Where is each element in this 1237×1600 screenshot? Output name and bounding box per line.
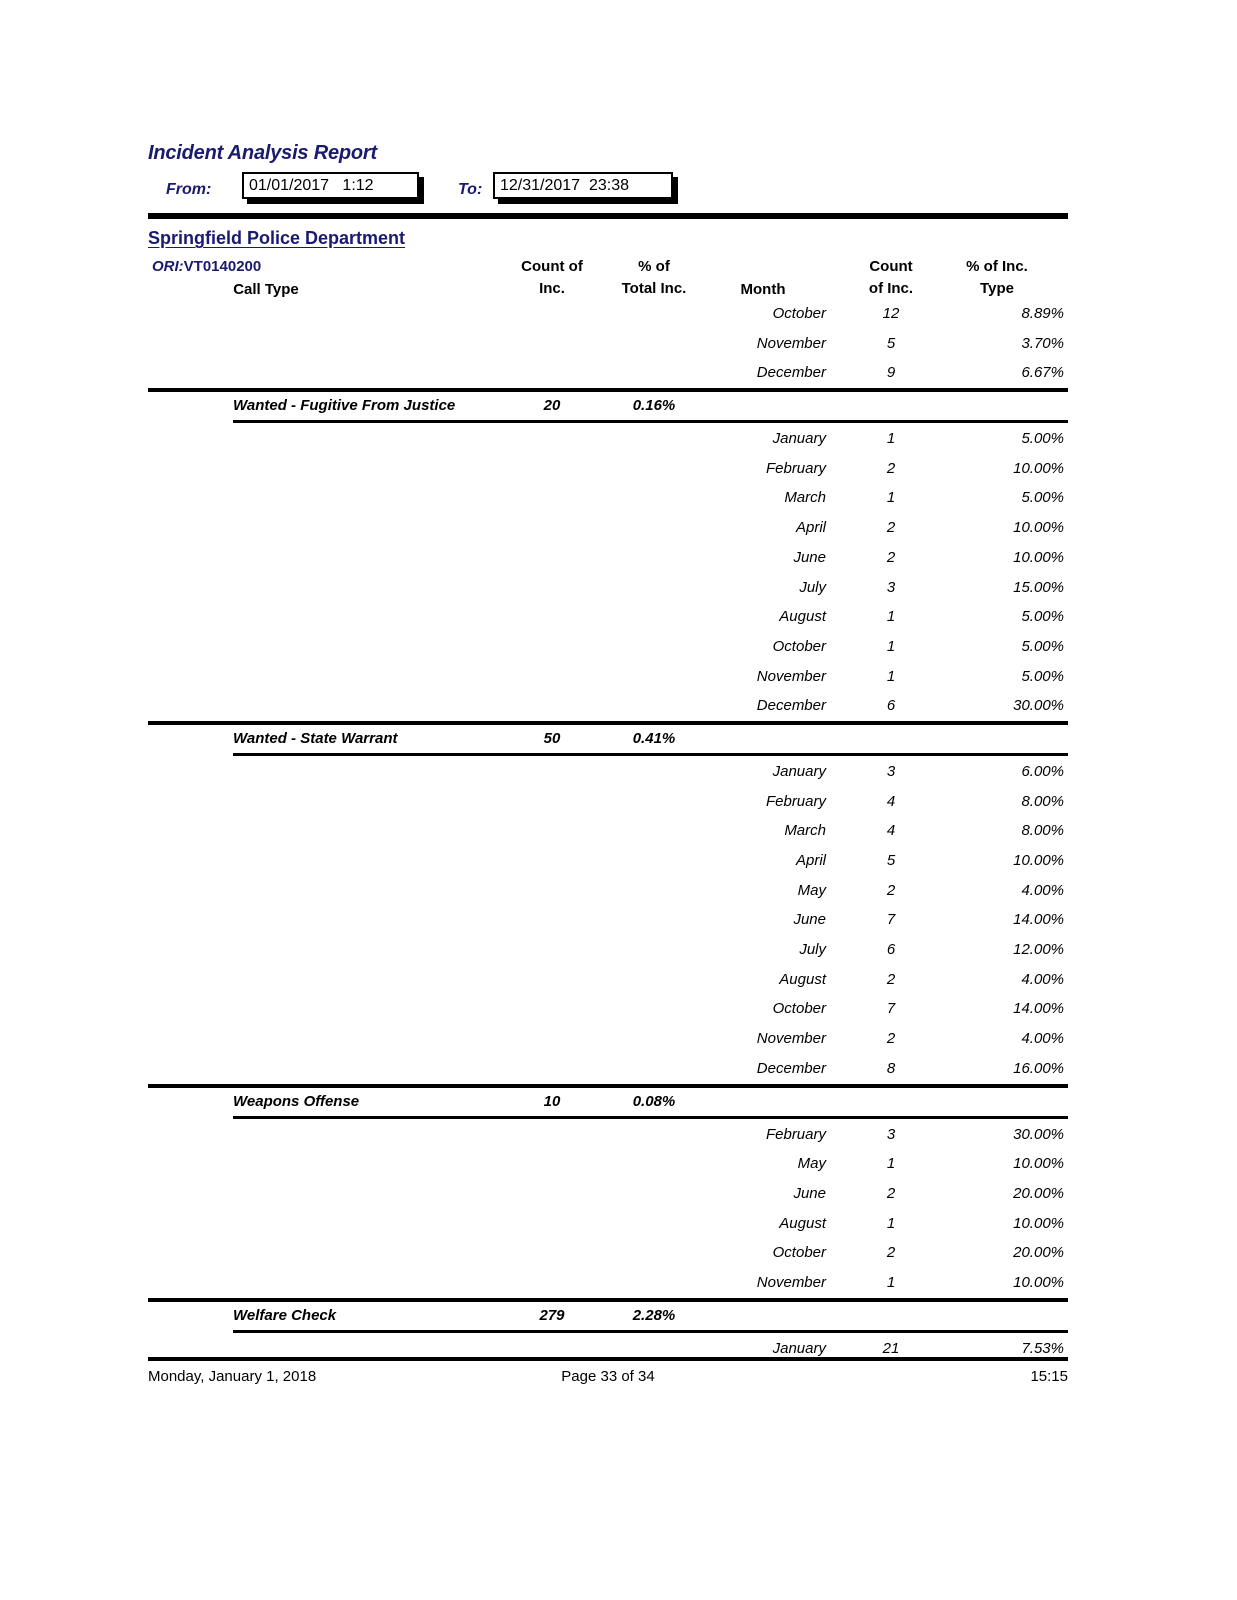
table-row xyxy=(148,329,1068,359)
table-row xyxy=(148,602,1068,632)
cell-pct-of-inc-type: 6.67% xyxy=(1021,364,1064,382)
cell-count-of-inc: 2 xyxy=(886,881,896,899)
cell-count-of-inc: 1 xyxy=(886,1155,896,1173)
cell-pct-of-inc-type: 14.00% xyxy=(1013,1000,1064,1018)
cell-pct-of-inc-type: 5.00% xyxy=(1021,637,1064,655)
cell-pct-of-inc-type: 14.00% xyxy=(1013,911,1064,929)
cell-pct-of-inc-type: 30.00% xyxy=(1013,1125,1064,1143)
cell-count-of-inc: 6 xyxy=(886,697,896,715)
table-row xyxy=(148,1149,1068,1179)
cell-pct-of-inc-type: 10.00% xyxy=(1013,548,1064,566)
cell-pct-of-inc-type: 7.53% xyxy=(1021,1339,1064,1357)
cell-pct-of-inc-type: 15.00% xyxy=(1013,578,1064,596)
cell-pct-of-inc-type: 10.00% xyxy=(1013,852,1064,869)
cell-month: July xyxy=(799,941,826,959)
ori-value: VT0140200 xyxy=(183,258,262,275)
column-header-pct-inc-type-line1: % of Inc. xyxy=(966,258,1028,275)
cell-pct-of-inc-type: 10.00% xyxy=(1013,1214,1064,1232)
to-date-value: 12/31/2017 23:38 xyxy=(500,177,630,194)
cell-count-of-inc: 5 xyxy=(886,852,896,869)
cell-count-of-inc: 1 xyxy=(886,667,896,685)
cell-month: November xyxy=(756,334,826,352)
cell-pct-of-inc-type: 4.00% xyxy=(1021,1030,1064,1048)
table-row xyxy=(148,905,1068,935)
section-header-row xyxy=(148,1084,1068,1120)
table-row xyxy=(148,1179,1068,1209)
cell-month: May xyxy=(797,881,826,899)
cell-pct-of-inc-type: 30.00% xyxy=(1013,697,1064,715)
cell-count-of-inc: 2 xyxy=(886,519,896,537)
table-row xyxy=(148,1024,1068,1054)
page-title: Incident Analysis Report xyxy=(148,142,377,164)
table-row xyxy=(148,483,1068,513)
cell-count-of-inc: 3 xyxy=(886,578,896,596)
column-header-count-inc-line1: Count xyxy=(869,258,913,275)
column-header-pct-inc-type-line2: Type xyxy=(980,280,1014,297)
table-row xyxy=(148,662,1068,692)
cell-count-of-inc: 5 xyxy=(886,334,896,352)
header-divider xyxy=(148,213,1068,219)
footer-divider xyxy=(148,1357,1068,1362)
section-pct-of-total-inc: 0.08% xyxy=(632,1092,676,1110)
page-footer xyxy=(148,1368,1068,1392)
cell-pct-of-inc-type: 20.00% xyxy=(1013,1244,1064,1262)
section-header-row xyxy=(148,1298,1068,1334)
cell-month: January xyxy=(772,762,826,780)
cell-count-of-inc: 9 xyxy=(886,364,896,382)
cell-month: May xyxy=(797,1155,826,1173)
table-row xyxy=(148,1238,1068,1268)
column-header-count-of-inc-line1: Count of xyxy=(521,258,583,275)
table-row xyxy=(148,424,1068,454)
cell-pct-of-inc-type: 8.00% xyxy=(1021,792,1064,810)
section-rule-bottom xyxy=(233,1116,1068,1119)
cell-month: December xyxy=(756,364,826,382)
cell-pct-of-inc-type: 10.00% xyxy=(1013,459,1064,477)
column-header-call-type: Call Type xyxy=(233,281,299,298)
date-range-filter xyxy=(166,172,1068,212)
cell-pct-of-inc-type: 5.00% xyxy=(1021,430,1064,448)
cell-month: October xyxy=(772,1000,826,1018)
cell-month: October xyxy=(772,1244,826,1262)
cell-month: January xyxy=(772,1339,826,1357)
cell-month: June xyxy=(793,911,826,929)
cell-count-of-inc: 2 xyxy=(886,459,896,477)
cell-pct-of-inc-type: 5.00% xyxy=(1021,489,1064,507)
section-count-of-inc: 279 xyxy=(539,1306,565,1324)
column-header-pct-total-line2: Total Inc. xyxy=(621,280,687,297)
cell-month: November xyxy=(756,667,826,685)
cell-count-of-inc: 2 xyxy=(886,1030,896,1048)
cell-count-of-inc: 2 xyxy=(886,1184,896,1202)
column-header-pct-inc-type xyxy=(930,256,1064,300)
cell-count-of-inc: 1 xyxy=(886,1273,896,1291)
report-table-body xyxy=(148,299,1068,1363)
cell-month: August xyxy=(779,608,826,626)
cell-count-of-inc: 7 xyxy=(886,1000,896,1018)
cell-month: June xyxy=(793,548,826,566)
cell-month: November xyxy=(756,1273,826,1291)
table-row xyxy=(148,513,1068,543)
cell-month: March xyxy=(784,489,826,507)
cell-count-of-inc: 3 xyxy=(886,762,896,780)
footer-time: 15:15 xyxy=(1030,1368,1068,1385)
cell-month: August xyxy=(779,1214,826,1232)
cell-month: July xyxy=(799,578,826,596)
cell-pct-of-inc-type: 5.00% xyxy=(1021,608,1064,626)
section-count-of-inc: 20 xyxy=(543,397,561,415)
footer-page-number: Page 33 of 34 xyxy=(561,1368,655,1385)
cell-pct-of-inc-type: 10.00% xyxy=(1013,1273,1064,1291)
cell-count-of-inc: 4 xyxy=(886,822,896,840)
to-label: To: xyxy=(458,181,483,198)
table-row xyxy=(148,299,1068,329)
section-rule-bottom xyxy=(233,1330,1068,1333)
cell-month: October xyxy=(772,305,826,322)
ori-line xyxy=(152,258,261,275)
cell-count-of-inc: 21 xyxy=(882,1339,900,1357)
table-row xyxy=(148,358,1068,388)
from-date-value: 01/01/2017 1:12 xyxy=(249,177,374,194)
cell-month: April xyxy=(795,519,826,537)
table-row xyxy=(148,632,1068,662)
table-row xyxy=(148,691,1068,721)
cell-pct-of-inc-type: 4.00% xyxy=(1021,881,1064,899)
cell-month: August xyxy=(779,970,826,988)
cell-count-of-inc: 2 xyxy=(886,548,896,566)
cell-count-of-inc: 1 xyxy=(886,430,896,448)
cell-pct-of-inc-type: 8.89% xyxy=(1021,305,1064,322)
section-call-type-name: Wanted - Fugitive From Justice xyxy=(233,397,456,415)
section-pct-of-total-inc: 2.28% xyxy=(632,1306,676,1324)
column-header-count-of-inc-line2: Inc. xyxy=(539,280,565,297)
section-header-row xyxy=(148,388,1068,424)
cell-month: January xyxy=(772,430,826,448)
cell-pct-of-inc-type: 10.00% xyxy=(1013,1155,1064,1173)
section-pct-of-total-inc: 0.16% xyxy=(632,397,676,415)
section-header-row xyxy=(148,721,1068,757)
table-row xyxy=(148,1209,1068,1239)
report-header xyxy=(148,142,1068,212)
table-row xyxy=(148,1268,1068,1298)
section-rule-bottom xyxy=(233,420,1068,423)
section-call-type-name: Wanted - State Warrant xyxy=(233,729,398,747)
column-header-pct-total-inc xyxy=(596,256,712,300)
table-row xyxy=(148,573,1068,603)
cell-count-of-inc: 1 xyxy=(886,489,896,507)
cell-pct-of-inc-type: 4.00% xyxy=(1021,970,1064,988)
table-row xyxy=(148,935,1068,965)
footer-date: Monday, January 1, 2018 xyxy=(148,1368,317,1385)
cell-month: December xyxy=(756,1059,826,1077)
cell-pct-of-inc-type: 8.00% xyxy=(1021,822,1064,840)
cell-month: February xyxy=(765,459,826,477)
section-count-of-inc: 10 xyxy=(543,1092,561,1110)
cell-month: February xyxy=(765,792,826,810)
cell-pct-of-inc-type: 6.00% xyxy=(1021,762,1064,780)
cell-month: December xyxy=(756,697,826,715)
cell-count-of-inc: 12 xyxy=(882,305,900,322)
from-label: From: xyxy=(166,181,212,198)
cell-pct-of-inc-type: 12.00% xyxy=(1013,941,1064,959)
column-header-month: Month xyxy=(740,281,786,298)
section-call-type-name: Welfare Check xyxy=(233,1306,337,1324)
cell-pct-of-inc-type: 16.00% xyxy=(1013,1059,1064,1077)
table-row xyxy=(148,876,1068,906)
cell-count-of-inc: 7 xyxy=(886,911,896,929)
cell-count-of-inc: 2 xyxy=(886,1244,896,1262)
table-row xyxy=(148,816,1068,846)
cell-month: March xyxy=(784,822,826,840)
table-row xyxy=(148,994,1068,1024)
cell-month: November xyxy=(756,1030,826,1048)
cell-count-of-inc: 1 xyxy=(886,637,896,655)
to-date-field[interactable] xyxy=(493,172,673,199)
section-call-type-name: Weapons Offense xyxy=(233,1092,360,1110)
ori-label: ORI: xyxy=(152,258,184,275)
table-row xyxy=(148,846,1068,876)
table-row xyxy=(148,757,1068,787)
cell-count-of-inc: 1 xyxy=(886,1214,896,1232)
table-row xyxy=(148,543,1068,573)
cell-count-of-inc: 4 xyxy=(886,792,896,810)
section-pct-of-total-inc: 0.41% xyxy=(632,729,676,747)
section-rule-bottom xyxy=(233,753,1068,756)
cell-pct-of-inc-type: 20.00% xyxy=(1013,1184,1064,1202)
cell-count-of-inc: 6 xyxy=(886,941,896,959)
cell-pct-of-inc-type: 10.00% xyxy=(1013,519,1064,537)
cell-month: April xyxy=(795,852,826,869)
cell-count-of-inc: 8 xyxy=(886,1059,896,1077)
cell-count-of-inc: 1 xyxy=(886,608,896,626)
cell-pct-of-inc-type: 3.70% xyxy=(1021,334,1064,352)
cell-month: February xyxy=(765,1125,826,1143)
from-date-field[interactable] xyxy=(242,172,419,199)
table-row xyxy=(148,965,1068,995)
column-header-count-inc-line2: of Inc. xyxy=(868,280,914,297)
table-row xyxy=(148,1054,1068,1084)
cell-count-of-inc: 2 xyxy=(886,970,896,988)
column-header-pct-total-line1: % of xyxy=(638,258,670,275)
section-count-of-inc: 50 xyxy=(543,729,561,747)
table-row xyxy=(148,1120,1068,1150)
cell-count-of-inc: 3 xyxy=(886,1125,896,1143)
cell-month: June xyxy=(793,1184,826,1202)
column-header-count-of-inc xyxy=(494,256,610,300)
cell-month: October xyxy=(772,637,826,655)
table-row xyxy=(148,787,1068,817)
agency-name: Springfield Police Department xyxy=(148,228,406,248)
cell-pct-of-inc-type: 5.00% xyxy=(1021,667,1064,685)
table-row xyxy=(148,454,1068,484)
